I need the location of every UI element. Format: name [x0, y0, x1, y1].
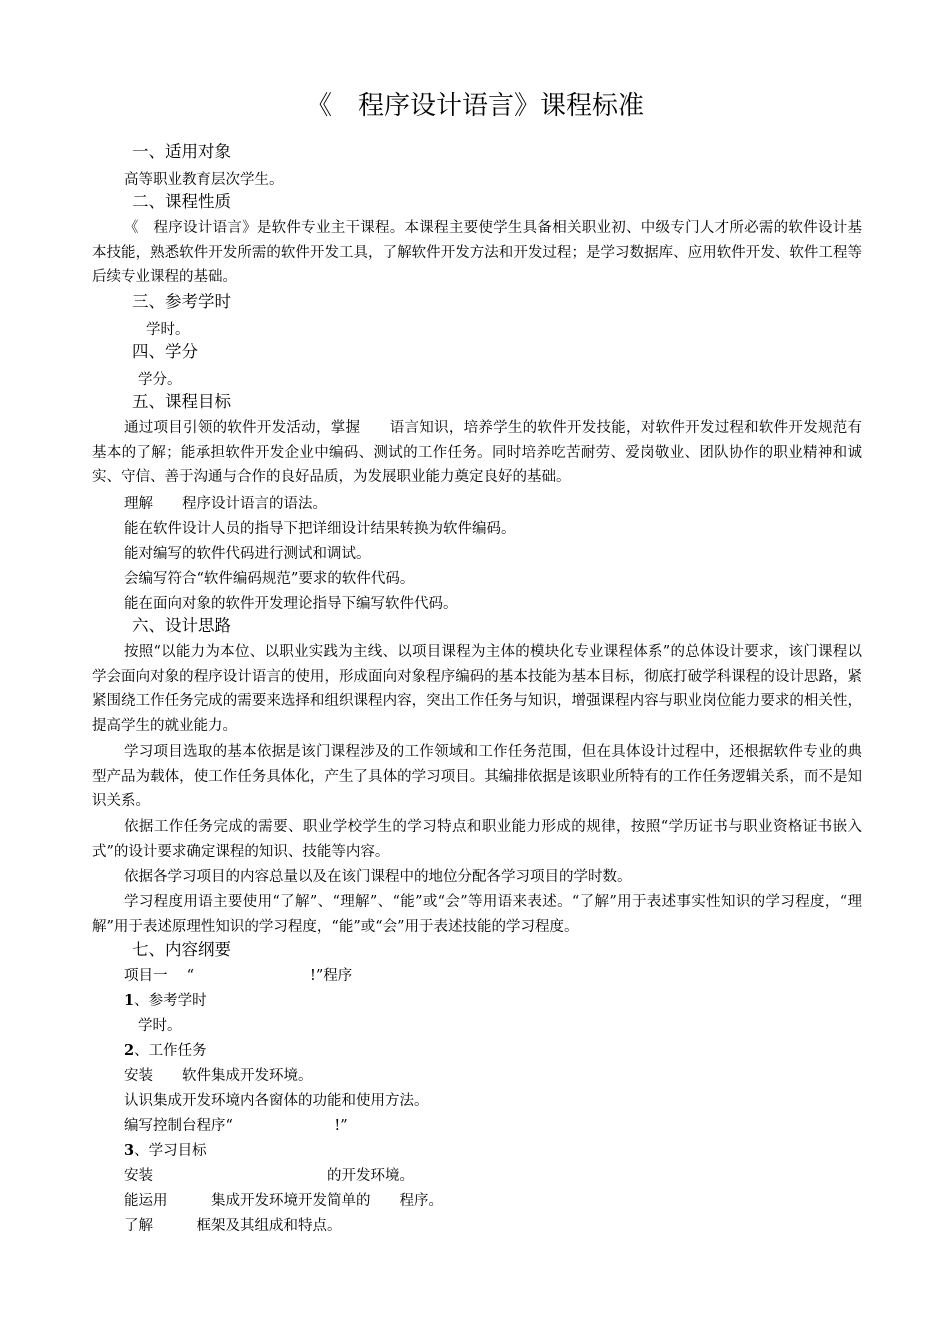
- goal-item: 会编写符合“软件编码规范”要求的软件代码。: [124, 571, 415, 587]
- section-heading-outline: 七、内容纲要: [132, 940, 231, 959]
- subsection-label: 、学习目标: [134, 1143, 207, 1159]
- section-text-target: 高等职业教育层次学生。: [124, 172, 284, 188]
- subsection-label: 、参考学时: [134, 993, 207, 1009]
- design-paragraph: 依据工作任务完成的需要、职业学校学生的学习特点和职业能力形成的规律，按照“学历证书与职业资格证书嵌入式”的设计要求确定课程的知识、技能等内容。: [92, 819, 862, 860]
- project-title: 项目一 “ !”程序: [124, 968, 353, 984]
- subsection-number: 3: [124, 1142, 135, 1159]
- subsection-tasks: [124, 1039, 207, 1063]
- subsection-hours-text: 学时。: [138, 1018, 182, 1034]
- design-paragraph: 学习项目选取的基本依据是该门课程涉及的工作领域和工作任务范围，但在具体设计过程中，还根据软件专业的典型产品为载体，使工作任务具体化，产生了具体的学习项目。其编排依据是该职业所特有的工作任务逻辑关系，而不是知识关系。: [92, 744, 862, 809]
- task-item: 认识集成开发环境内各窗体的功能和使用方法。: [124, 1093, 429, 1109]
- design-paragraph: 按照“以能力为本位、以职业实践为主线、以项目课程为主体的模块化专业课程体系”的总体设计要求，该门课程以学会面向对象的程序设计语言的使用，形成面向对象程序编码的基本技能为基本目标，彻底打破学科课程的设计思路，紧紧围绕工作任务完成的需要来选择和组织课程内容，突出工作任务与知识，增强课程内容与职业岗位能力要求的相关性，提高学生的就业能力。: [92, 644, 862, 734]
- subsection-number: 1: [124, 992, 135, 1009]
- section-heading-design: 六、设计思路: [132, 616, 231, 635]
- objective-item: 安装 的开发环境。: [124, 1168, 414, 1184]
- goal-item: 理解 程序设计语言的语法。: [124, 496, 327, 512]
- section-heading-target: 一、适用对象: [132, 142, 231, 161]
- section-heading-hours: 三、参考学时: [132, 292, 231, 311]
- section-text-hours: 学时。: [146, 322, 190, 338]
- objective-item: 了解 框架及其组成和特点。: [124, 1218, 342, 1234]
- section-heading-nature: 二、课程性质: [132, 192, 231, 211]
- section-text-credits: 学分。: [138, 372, 182, 388]
- task-item: 编写控制台程序“ !”: [124, 1118, 348, 1134]
- goal-item: 能对编写的软件代码进行测试和调试。: [124, 546, 371, 562]
- subsection-number: 2: [124, 1042, 135, 1059]
- section-text-nature: 《 程序设计语言》是软件专业主干课程。本课程主要使学生具备相关职业初、中级专门人才所必需的软件设计基本技能，熟悉软件开发所需的软件开发工具，了解软件开发方法和开发过程；是学习数据库、应用软件开发、软件工程等后续专业课程的基础。: [92, 220, 862, 285]
- goal-item: 能在面向对象的软件开发理论指导下编写软件代码。: [124, 596, 458, 612]
- design-paragraph: 学习程度用语主要使用“了解”、“理解”、“能”或“会”等用语来表述。“了解”用于表述事实性知识的学习程度，“理解”用于表述原理性知识的学习程度，“能”或“会”用于表述技能的学习程度。: [92, 894, 862, 935]
- subsection-objectives: [124, 1139, 207, 1163]
- task-item: 安装 软件集成开发环境。: [124, 1068, 313, 1084]
- subsection-hours: [124, 989, 207, 1013]
- subsection-label: 、工作任务: [134, 1043, 207, 1059]
- goals-intro: 通过项目引领的软件开发活动，掌握 语言知识，培养学生的软件开发技能，对软件开发过程和软件开发规范有基本的了解；能承担软件开发企业中编码、测试的工作任务。同时培养吃苦耐劳、爱岗敬业、团队协作的职业精神和诚实、守信、善于沟通与合作的良好品质，为发展职业能力奠定良好的基础。: [92, 420, 862, 485]
- document-title: 《 程序设计语言》课程标准: [305, 91, 644, 121]
- design-paragraph: 依据各学习项目的内容总量以及在该门课程中的地位分配各学习项目的学时数。: [124, 869, 632, 885]
- section-heading-credits: 四、学分: [132, 342, 198, 361]
- goal-item: 能在软件设计人员的指导下把详细设计结果转换为软件编码。: [124, 521, 516, 537]
- objective-item: 能运用 集成开发环境开发简单的 程序。: [124, 1193, 443, 1209]
- section-heading-goals: 五、课程目标: [132, 392, 231, 411]
